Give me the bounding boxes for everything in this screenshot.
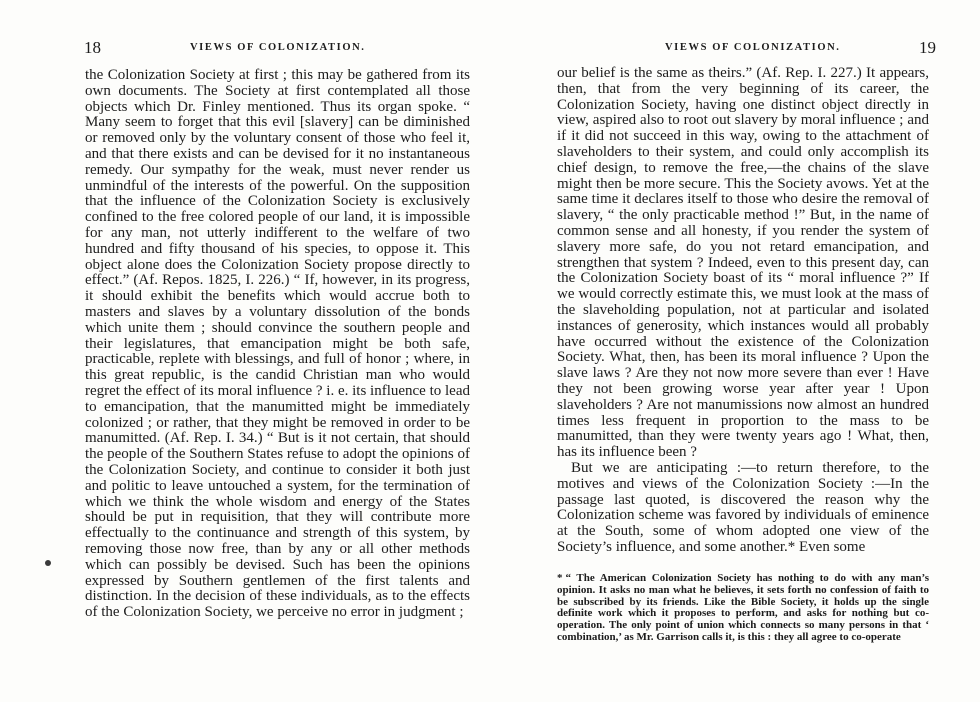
right-page-number: 19 [919, 38, 936, 57]
left-running-title: VIEWS OF COLONIZATION. [190, 42, 366, 53]
right-paragraph-2: But we are anticipating :—to return therefore, to the motives and views of the Colonization Society :—In the passage last quoted, is discovered the reason why the Colonization scheme was favored by individuals of eminence at the South, some of whom adopted one view of the Society’s influence, and some another.* Even some [557, 459, 929, 555]
ink-dot [45, 560, 51, 566]
footnote [557, 573, 929, 644]
left-page-body [85, 68, 470, 621]
right-page-body [557, 66, 929, 556]
footnote-marker: * [557, 572, 563, 584]
left-page-number: 18 [84, 38, 101, 57]
right-running-title: VIEWS OF COLONIZATION. [665, 42, 841, 53]
right-page [490, 0, 980, 702]
right-page-header [490, 38, 980, 60]
left-page-header [0, 38, 490, 60]
footnote-text: “ The American Colonization Society has nothing to do with any man’s opinion. It asks no man what he believes, it sets forth no confession of faith to be subscribed by its friends. Like the Bible Society, it holds up the single definite work which it proposes to perform, and asks for nothing but co-operation. The only point of union which connects so many persons in that ‘ combination,’ as Mr. Garrison calls it, is this : they all agree to co-operate [557, 572, 929, 643]
left-paragraph-1: the Colonization Society at first ; this may be gathered from its own documents. The Society at first contemplated all those objects which Dr. Finley mentioned. Thus its organ spoke. “ Many seem to forget that this evil [slavery] can be diminished or removed only by the voluntary consent of those who feel it, and that there exists and can be devised for it no instantaneous remedy. Our sympathy for the weak, must never render us unmindful of the interests of the powerful. On the supposition that the influence of the Colonization Society is exclusively confined to the free colored people of our land, it is impossible for any man, not utterly indifferent to the welfare of two hundred and fifty thousand of his species, to oppose it. This object alone does the Colonization Society propose directly to effect.” (Af. Repos. 1825, I. 226.) “ If, however, in its progress, it should exhibit the benefits which would accrue both to masters and slaves by a voluntary dissolution of the bonds which unite them ; should convince the southern people and their legislatures, that emancipation might be both safe, practicable, replete with blessings, and full of honor ; where, in this great republic, is the candid Christian man who would regret the effect of its moral influence ? i. e. its influence to lead to emancipation, that the manumitted might be immediately colonized ; or rather, that they might be removed in order to be manumitted. (Af. Rep. I. 34.) “ But is it not certain, that should the people of the Southern States refuse to adopt the opinions of the Colonization Society, and continue to consider it both just and politic to leave untouched a system, for the termination of which we think the whole wisdom and energy of the States should be put in requisition, that they will contribute more effectually to the continuance and strength of this system, by removing those now free, than by any or all other methods which can possibly be devised. Such has been the opinions expressed by Southern gentlemen of the first talents and distinction. In the decision of these individuals, as to the effects of the Colonization Society, we perceive no error in judgment ; [85, 67, 470, 621]
right-paragraph-1: our belief is the same as theirs.” (Af. Rep. I. 227.) It appears, then, that from the very beginning of its career, the Colonization Society, having one distinct object directly in view, aspired also to root out slavery by moral influence ; and if it did not succeed in this way, owing to the attachment of slaveholders to their system, and could only accomplish its chief design, to remove the free,—the chains of the slave might then be more secure. This the Society avows. Yet at the same time it declares itself to those who desire the removal of slavery, “ the only practicable method !” But, in the name of common sense and all honesty, if you render the system of slavery more safe, do you not retard emancipation, and strengthen that system ? Indeed, even to this present day, can the Colonization Society boast of its “ moral influence ?” If we would correctly estimate this, we must look at the mass of the slaveholding population, not at particular and isolated instances of generosity, which instances would all probably have occurred without the existence of the Colonization Society. What, then, has been its moral influence ? Upon the slave laws ? Are they not now more severe than ever ! Have they not been growing worse year after year ! Upon slaveholders ? Are not manumissions now almost an hundred times less frequent in proportion to the mass to be manumitted, than they were twenty years ago ! What, then, has its influence been ? [557, 65, 929, 461]
